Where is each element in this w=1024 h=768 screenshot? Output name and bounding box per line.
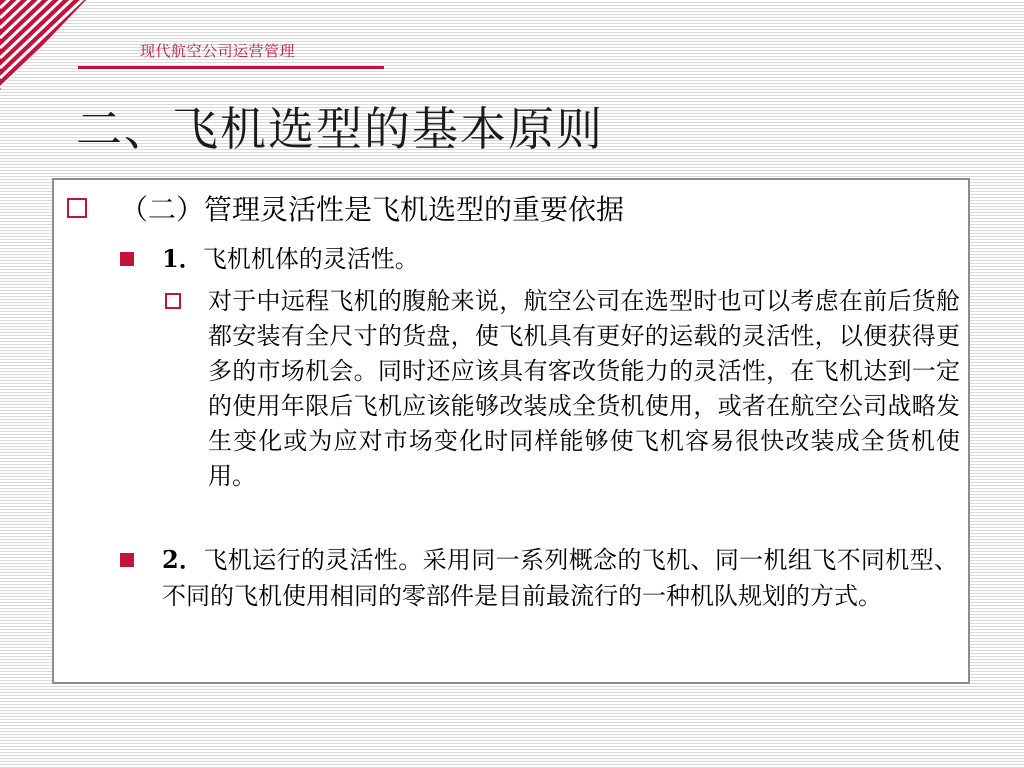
header-divider (78, 66, 384, 69)
filled-square-bullet-icon (120, 252, 134, 266)
page-title: 二、飞机选型的基本原则 (76, 102, 604, 156)
list-item-text: 飞机运行的灵活性。采用同一系列概念的飞机、同一机组飞不同机型、不同的飞机使用相同的零部件是目前最流行的一种机队规划的方式。 (162, 546, 958, 610)
filled-square-bullet-icon (120, 553, 134, 567)
list-item-number: 2． (162, 545, 204, 574)
list-item-text: 飞机机体的灵活性。 (202, 245, 419, 273)
section-heading: （二）管理灵活性是飞机选型的重要依据 (120, 193, 625, 226)
corner-stripes-decoration (0, 0, 86, 90)
list-item-number: 1． (162, 244, 203, 273)
hollow-square-bullet-icon (165, 293, 181, 309)
list-item (162, 241, 419, 277)
list-item (162, 542, 958, 614)
hollow-square-bullet-icon (67, 198, 87, 218)
sub-item-paragraph: 对于中远程飞机的腹舱来说，航空公司在选型时也可以考虑在前后货舱都安装有全尺寸的货盘，使飞机具有更好的运载的灵活性，以便获得更多的市场机会。同时还应该具有客改货能力的灵活性，在飞机达到一定的使用年限后飞机应该能够改装成全货机使用，或者在航空公司战略发生变化或为应对市场变化时同样能够使飞机容易很快改装成全货机使用。 (208, 287, 960, 490)
course-title: 现代航空公司运营管理 (140, 42, 296, 60)
